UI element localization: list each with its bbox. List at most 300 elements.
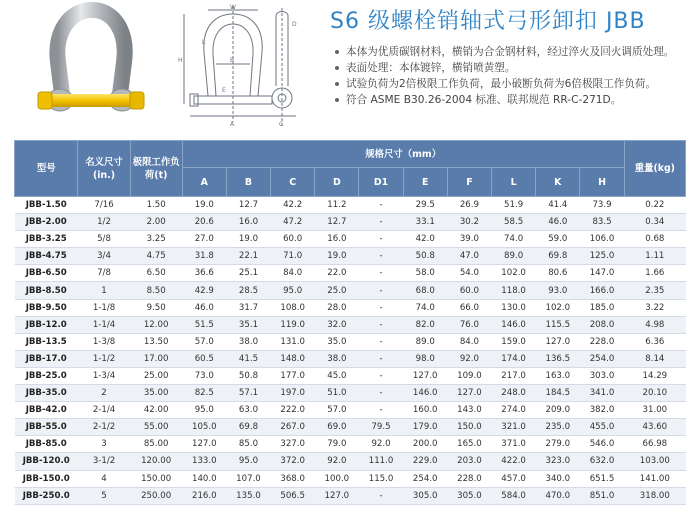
table-row	[15, 402, 686, 419]
cell-dim-l: 159.0	[492, 333, 536, 350]
cell-dim-l: 102.0	[492, 265, 536, 282]
cell-dim-c: 506.5	[271, 487, 315, 504]
cell-dim-h: 166.0	[580, 282, 624, 299]
cell-model: JBB-120.0	[15, 453, 78, 470]
dim-label-b: B	[230, 57, 235, 64]
cell-dim-d: 35.0	[315, 333, 359, 350]
cell-model: JBB-1.50	[15, 197, 78, 214]
cell-dim-c: 60.0	[271, 231, 315, 248]
header-dim-l: L	[492, 168, 536, 197]
cell-wll: 13.50	[130, 333, 182, 350]
cell-dim-d1: -	[359, 214, 403, 231]
cell-dim-d: 22.0	[315, 265, 359, 282]
cell-dim-k: 470.0	[536, 487, 580, 504]
cell-dim-d1: 92.0	[359, 436, 403, 453]
feature-list	[334, 44, 696, 108]
cell-dim-l: 146.0	[492, 316, 536, 333]
cell-dim-b: 12.7	[226, 197, 270, 214]
bow-shackle-photo-icon	[30, 2, 150, 132]
cell-weight: 0.22	[624, 197, 685, 214]
dim-label-l: L	[202, 39, 206, 46]
cell-dim-b: 16.0	[226, 214, 270, 231]
cell-dim-f: 39.0	[447, 231, 491, 248]
cell-model: JBB-85.0	[15, 436, 78, 453]
cell-dim-l: 321.0	[492, 419, 536, 436]
cell-dim-h: 106.0	[580, 231, 624, 248]
header-dim-f: F	[447, 168, 491, 197]
cell-dim-k: 115.5	[536, 316, 580, 333]
cell-wll: 9.50	[130, 299, 182, 316]
cell-dim-a: 216.0	[182, 487, 226, 504]
table-row	[15, 436, 686, 453]
feature-item: 本体为优质碳钢材料，横销为合金钢材料，经过淬火及回火调质处理。	[334, 44, 696, 60]
cell-dim-a: 82.5	[182, 385, 226, 402]
cell-wll: 4.75	[130, 248, 182, 265]
cell-dim-d1: -	[359, 487, 403, 504]
cell-dim-a: 73.0	[182, 367, 226, 384]
cell-wll: 12.00	[130, 316, 182, 333]
cell-dim-f: 66.0	[447, 299, 491, 316]
cell-dim-b: 25.1	[226, 265, 270, 282]
cell-dim-d1: -	[359, 299, 403, 316]
cell-dim-d1: -	[359, 367, 403, 384]
cell-model: JBB-13.5	[15, 333, 78, 350]
table-row	[15, 419, 686, 436]
cell-dim-h: 228.0	[580, 333, 624, 350]
cell-dim-h: 208.0	[580, 316, 624, 333]
cell-wll: 35.00	[130, 385, 182, 402]
shackle-side-drawing-icon	[262, 6, 302, 132]
cell-dim-l: 457.0	[492, 470, 536, 487]
cell-dim-d1: -	[359, 248, 403, 265]
cell-dim-e: 200.0	[403, 436, 447, 453]
table-row	[15, 299, 686, 316]
cell-dim-a: 60.5	[182, 350, 226, 367]
cell-wll: 55.00	[130, 419, 182, 436]
cell-dim-e: 33.1	[403, 214, 447, 231]
cell-nominal-size: 1-1/8	[78, 299, 130, 316]
cell-dim-k: 127.0	[536, 333, 580, 350]
cell-dim-d: 45.0	[315, 367, 359, 384]
cell-dim-d1: -	[359, 385, 403, 402]
cell-model: JBB-35.0	[15, 385, 78, 402]
cell-dim-f: 30.2	[447, 214, 491, 231]
cell-dim-d1: -	[359, 316, 403, 333]
cell-dim-l: 371.0	[492, 436, 536, 453]
cell-dim-e: 68.0	[403, 282, 447, 299]
cell-dim-a: 46.0	[182, 299, 226, 316]
cell-dim-l: 217.0	[492, 367, 536, 384]
cell-dim-h: 125.0	[580, 248, 624, 265]
cell-weight: 31.00	[624, 402, 685, 419]
cell-dim-b: 35.1	[226, 316, 270, 333]
table-row	[15, 453, 686, 470]
cell-dim-d: 12.7	[315, 214, 359, 231]
cell-dim-d: 19.0	[315, 248, 359, 265]
cell-dim-d: 127.0	[315, 487, 359, 504]
cell-dim-k: 102.0	[536, 299, 580, 316]
cell-weight: 318.00	[624, 487, 685, 504]
cell-dim-a: 36.6	[182, 265, 226, 282]
cell-dim-e: 127.0	[403, 367, 447, 384]
cell-dim-l: 584.0	[492, 487, 536, 504]
cell-dim-f: 92.0	[447, 350, 491, 367]
header-spec-dimensions: 规格尺寸（mm）	[182, 141, 624, 168]
cell-dim-f: 60.0	[447, 282, 491, 299]
dim-label-e: E	[222, 87, 226, 94]
cell-dim-l: 422.0	[492, 453, 536, 470]
header-dim-b: B	[226, 168, 270, 197]
cell-dim-e: 42.0	[403, 231, 447, 248]
cell-wll: 25.00	[130, 367, 182, 384]
cell-dim-c: 119.0	[271, 316, 315, 333]
dim-label-c: C	[279, 121, 284, 128]
spec-table	[14, 140, 686, 505]
cell-wll: 250.00	[130, 487, 182, 504]
cell-dim-h: 851.0	[580, 487, 624, 504]
cell-dim-a: 19.0	[182, 197, 226, 214]
cell-dim-d: 32.0	[315, 316, 359, 333]
cell-dim-d1: -	[359, 231, 403, 248]
cell-dim-a: 95.0	[182, 402, 226, 419]
header-dim-e: E	[403, 168, 447, 197]
header-dim-c: C	[271, 168, 315, 197]
cell-dim-b: 63.0	[226, 402, 270, 419]
cell-wll: 150.00	[130, 470, 182, 487]
cell-dim-f: 109.0	[447, 367, 491, 384]
cell-dim-d: 69.0	[315, 419, 359, 436]
cell-dim-k: 59.0	[536, 231, 580, 248]
table-row	[15, 214, 686, 231]
cell-dim-h: 455.0	[580, 419, 624, 436]
cell-dim-l: 274.0	[492, 402, 536, 419]
cell-dim-d: 51.0	[315, 385, 359, 402]
cell-dim-h: 254.0	[580, 350, 624, 367]
cell-model: JBB-250.0	[15, 487, 78, 504]
table-row	[15, 333, 686, 350]
cell-dim-e: 160.0	[403, 402, 447, 419]
cell-nominal-size: 7/8	[78, 265, 130, 282]
cell-dim-l: 174.0	[492, 350, 536, 367]
cell-nominal-size: 1-3/8	[78, 333, 130, 350]
cell-weight: 3.22	[624, 299, 685, 316]
cell-dim-e: 179.0	[403, 419, 447, 436]
cell-dim-a: 105.0	[182, 419, 226, 436]
cell-dim-h: 303.0	[580, 367, 624, 384]
cell-dim-e: 229.0	[403, 453, 447, 470]
cell-dim-f: 150.0	[447, 419, 491, 436]
cell-dim-c: 372.0	[271, 453, 315, 470]
cell-dim-a: 27.0	[182, 231, 226, 248]
cell-dim-f: 203.0	[447, 453, 491, 470]
cell-dim-f: 305.0	[447, 487, 491, 504]
feature-item: 符合 ASME B30.26-2004 标准、联邦规范 RR-C-271D。	[334, 92, 696, 108]
cell-dim-a: 57.0	[182, 333, 226, 350]
cell-dim-d1: -	[359, 402, 403, 419]
cell-dim-f: 76.0	[447, 316, 491, 333]
cell-dim-f: 165.0	[447, 436, 491, 453]
cell-dim-d: 11.2	[315, 197, 359, 214]
cell-dim-k: 279.0	[536, 436, 580, 453]
table-row	[15, 385, 686, 402]
header-nominal-size: 名义尺寸(in.)	[78, 141, 130, 197]
feature-item: 表面处理：本体镀锌，横销喷黄塑。	[334, 60, 696, 76]
cell-dim-d1: -	[359, 350, 403, 367]
cell-dim-h: 382.0	[580, 402, 624, 419]
cell-dim-c: 368.0	[271, 470, 315, 487]
cell-wll: 85.00	[130, 436, 182, 453]
cell-dim-b: 31.7	[226, 299, 270, 316]
dim-label-h: H	[178, 57, 183, 64]
cell-nominal-size: 5/8	[78, 231, 130, 248]
table-row	[15, 487, 686, 504]
cell-weight: 20.10	[624, 385, 685, 402]
cell-dim-k: 235.0	[536, 419, 580, 436]
cell-model: JBB-4.75	[15, 248, 78, 265]
cell-dim-b: 107.0	[226, 470, 270, 487]
cell-dim-d1: -	[359, 197, 403, 214]
cell-nominal-size: 1-1/4	[78, 316, 130, 333]
cell-dim-d: 79.0	[315, 436, 359, 453]
cell-nominal-size: 4	[78, 470, 130, 487]
cell-dim-a: 51.5	[182, 316, 226, 333]
cell-dim-e: 74.0	[403, 299, 447, 316]
cell-dim-l: 89.0	[492, 248, 536, 265]
cell-dim-l: 130.0	[492, 299, 536, 316]
cell-dim-c: 84.0	[271, 265, 315, 282]
cell-weight: 141.00	[624, 470, 685, 487]
cell-model: JBB-6.50	[15, 265, 78, 282]
dim-label-a: A	[230, 121, 235, 128]
cell-nominal-size: 2-1/4	[78, 402, 130, 419]
cell-dim-a: 31.8	[182, 248, 226, 265]
cell-nominal-size: 1-1/2	[78, 350, 130, 367]
cell-wll: 42.00	[130, 402, 182, 419]
cell-dim-f: 84.0	[447, 333, 491, 350]
table-row	[15, 197, 686, 214]
cell-dim-d: 28.0	[315, 299, 359, 316]
cell-dim-l: 248.0	[492, 385, 536, 402]
header-wll: 极限工作负荷(t)	[130, 141, 182, 197]
cell-dim-e: 98.0	[403, 350, 447, 367]
cell-dim-b: 69.8	[226, 419, 270, 436]
header-dim-d1: D1	[359, 168, 403, 197]
cell-dim-k: 41.4	[536, 197, 580, 214]
cell-dim-d1: -	[359, 265, 403, 282]
cell-weight: 14.29	[624, 367, 685, 384]
cell-dim-k: 323.0	[536, 453, 580, 470]
cell-nominal-size: 7/16	[78, 197, 130, 214]
dim-label-d: D	[292, 21, 297, 28]
cell-dim-d: 57.0	[315, 402, 359, 419]
cell-weight: 1.11	[624, 248, 685, 265]
cell-dim-d1: 79.5	[359, 419, 403, 436]
cell-nominal-size: 2	[78, 385, 130, 402]
cell-model: JBB-55.0	[15, 419, 78, 436]
cell-dim-c: 42.2	[271, 197, 315, 214]
header-section	[0, 0, 700, 138]
cell-dim-b: 22.1	[226, 248, 270, 265]
cell-dim-c: 267.0	[271, 419, 315, 436]
cell-dim-k: 93.0	[536, 282, 580, 299]
cell-dim-f: 143.0	[447, 402, 491, 419]
cell-dim-d1: -	[359, 282, 403, 299]
cell-dim-e: 254.0	[403, 470, 447, 487]
cell-dim-a: 140.0	[182, 470, 226, 487]
table-row	[15, 231, 686, 248]
cell-dim-b: 28.5	[226, 282, 270, 299]
cell-weight: 6.36	[624, 333, 685, 350]
cell-model: JBB-2.00	[15, 214, 78, 231]
cell-dim-d: 16.0	[315, 231, 359, 248]
cell-dim-e: 50.8	[403, 248, 447, 265]
cell-model: JBB-25.0	[15, 367, 78, 384]
cell-model: JBB-12.0	[15, 316, 78, 333]
cell-weight: 66.98	[624, 436, 685, 453]
cell-wll: 6.50	[130, 265, 182, 282]
cell-wll: 120.00	[130, 453, 182, 470]
cell-nominal-size: 1	[78, 282, 130, 299]
cell-dim-e: 82.0	[403, 316, 447, 333]
cell-dim-c: 95.0	[271, 282, 315, 299]
cell-dim-e: 146.0	[403, 385, 447, 402]
cell-dim-b: 38.0	[226, 333, 270, 350]
cell-dim-f: 228.0	[447, 470, 491, 487]
cell-dim-l: 118.0	[492, 282, 536, 299]
table-row	[15, 248, 686, 265]
cell-dim-k: 136.5	[536, 350, 580, 367]
cell-weight: 43.60	[624, 419, 685, 436]
cell-dim-l: 58.5	[492, 214, 536, 231]
cell-dim-b: 135.0	[226, 487, 270, 504]
cell-dim-k: 69.8	[536, 248, 580, 265]
cell-dim-c: 177.0	[271, 367, 315, 384]
header-dim-h: H	[580, 168, 624, 197]
cell-dim-h: 341.0	[580, 385, 624, 402]
cell-dim-b: 50.8	[226, 367, 270, 384]
cell-dim-a: 42.9	[182, 282, 226, 299]
cell-dim-a: 20.6	[182, 214, 226, 231]
cell-dim-e: 89.0	[403, 333, 447, 350]
cell-model: JBB-150.0	[15, 470, 78, 487]
cell-weight: 8.14	[624, 350, 685, 367]
cell-dim-d1: 115.0	[359, 470, 403, 487]
cell-dim-e: 58.0	[403, 265, 447, 282]
cell-dim-d: 92.0	[315, 453, 359, 470]
cell-model: JBB-3.25	[15, 231, 78, 248]
cell-dim-l: 74.0	[492, 231, 536, 248]
cell-dim-c: 148.0	[271, 350, 315, 367]
cell-nominal-size: 3-1/2	[78, 453, 130, 470]
cell-nominal-size: 1-3/4	[78, 367, 130, 384]
cell-dim-k: 340.0	[536, 470, 580, 487]
cell-nominal-size: 5	[78, 487, 130, 504]
cell-dim-a: 127.0	[182, 436, 226, 453]
cell-dim-k: 46.0	[536, 214, 580, 231]
cell-dim-c: 197.0	[271, 385, 315, 402]
cell-dim-c: 222.0	[271, 402, 315, 419]
cell-dim-e: 29.5	[403, 197, 447, 214]
cell-dim-h: 632.0	[580, 453, 624, 470]
cell-dim-h: 546.0	[580, 436, 624, 453]
cell-wll: 17.00	[130, 350, 182, 367]
cell-dim-f: 54.0	[447, 265, 491, 282]
table-row	[15, 316, 686, 333]
dim-label-w: W	[230, 4, 236, 11]
header-weight: 重量(kg)	[624, 141, 685, 197]
cell-dim-c: 71.0	[271, 248, 315, 265]
cell-dim-f: 47.0	[447, 248, 491, 265]
cell-dim-b: 41.5	[226, 350, 270, 367]
cell-dim-d1: -	[359, 333, 403, 350]
cell-dim-k: 163.0	[536, 367, 580, 384]
feature-item: 试验负荷为2倍极限工作负荷，最小破断负荷为6倍极限工作负荷。	[334, 76, 696, 92]
spec-table-body	[15, 197, 686, 505]
cell-dim-f: 26.9	[447, 197, 491, 214]
cell-dim-h: 147.0	[580, 265, 624, 282]
cell-weight: 103.00	[624, 453, 685, 470]
header-dim-k: K	[536, 168, 580, 197]
cell-dim-h: 185.0	[580, 299, 624, 316]
cell-dim-k: 209.0	[536, 402, 580, 419]
cell-model: JBB-17.0	[15, 350, 78, 367]
cell-weight: 4.98	[624, 316, 685, 333]
cell-dim-d: 100.0	[315, 470, 359, 487]
cell-dim-c: 47.2	[271, 214, 315, 231]
cell-dim-k: 184.5	[536, 385, 580, 402]
table-row	[15, 350, 686, 367]
cell-model: JBB-9.50	[15, 299, 78, 316]
table-row	[15, 470, 686, 487]
cell-dim-d: 25.0	[315, 282, 359, 299]
cell-nominal-size: 3/4	[78, 248, 130, 265]
table-row	[15, 367, 686, 384]
header-dim-d: D	[315, 168, 359, 197]
cell-nominal-size: 2-1/2	[78, 419, 130, 436]
cell-nominal-size: 3	[78, 436, 130, 453]
table-row	[15, 282, 686, 299]
cell-weight: 2.35	[624, 282, 685, 299]
cell-dim-c: 108.0	[271, 299, 315, 316]
cell-dim-b: 19.0	[226, 231, 270, 248]
header-model: 型号	[15, 141, 78, 197]
cell-dim-b: 85.0	[226, 436, 270, 453]
cell-dim-a: 133.0	[182, 453, 226, 470]
cell-dim-d: 38.0	[315, 350, 359, 367]
page-title: S6 级螺栓销轴式弓形卸扣 JBB	[330, 9, 646, 34]
cell-weight: 0.68	[624, 231, 685, 248]
cell-weight: 0.34	[624, 214, 685, 231]
cell-model: JBB-8.50	[15, 282, 78, 299]
cell-nominal-size: 1/2	[78, 214, 130, 231]
cell-dim-h: 73.9	[580, 197, 624, 214]
cell-dim-c: 131.0	[271, 333, 315, 350]
cell-dim-f: 127.0	[447, 385, 491, 402]
cell-wll: 8.50	[130, 282, 182, 299]
cell-dim-h: 83.5	[580, 214, 624, 231]
cell-dim-l: 51.9	[492, 197, 536, 214]
table-row	[15, 265, 686, 282]
cell-wll: 3.25	[130, 231, 182, 248]
cell-weight: 1.66	[624, 265, 685, 282]
cell-dim-h: 651.5	[580, 470, 624, 487]
cell-dim-c: 327.0	[271, 436, 315, 453]
cell-dim-d1: 111.0	[359, 453, 403, 470]
cell-dim-e: 305.0	[403, 487, 447, 504]
header-dim-a: A	[182, 168, 226, 197]
cell-dim-k: 80.6	[536, 265, 580, 282]
cell-dim-b: 57.1	[226, 385, 270, 402]
